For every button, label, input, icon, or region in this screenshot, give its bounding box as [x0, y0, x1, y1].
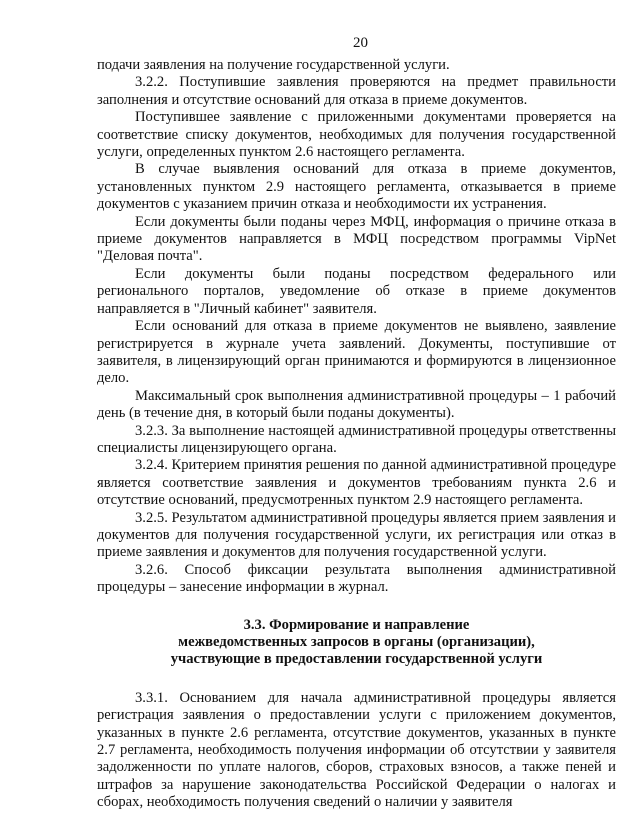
paragraph-mfc-refusal: Если документы были поданы через МФЦ, информация о причине отказа в приеме документов направляется в МФЦ посредством программы VipNet "Деловая почта".: [97, 213, 616, 265]
section-heading-line: участвующие в предоставлении государственной услуги: [170, 651, 543, 668]
paragraph-registration: Если оснований для отказа в приеме документов не выявлено, заявление регистрируется в журнале учета заявлений. Документы, поступившие от заявителя, в лицензирующий орган принимаются и формируются в лицензионное дело.: [97, 318, 616, 387]
section-heading-3-3: [97, 617, 616, 669]
paragraph-3-2-3: 3.2.3. За выполнение настоящей административной процедуры ответственны специалисты лицензирующего органа.: [97, 422, 616, 456]
paragraph-3-2-6: 3.2.6. Способ фиксации результата выполнения административной процедуры – занесение информации в журнал.: [97, 561, 616, 596]
paragraph-refusal-grounds: В случае выявления оснований для отказа в приеме документов, установленных пунктом 2.9 настоящего регламента, отказывается в приеме документов с указанием причин отказа и необходимости их устранения.: [97, 161, 616, 213]
page-number: 20: [353, 35, 368, 51]
paragraph-3-2-5: 3.2.5. Результатом административной процедуры является прием заявления и документов для получения государственной услуги, их регистрация или отказ в приеме заявления и документов для получения государственной услуги.: [97, 509, 616, 561]
section-heading-line: 3.3. Формирование и направление: [243, 616, 470, 633]
section-heading-line: межведомственных запросов в органы (организации),: [178, 634, 535, 650]
paragraph-3-3-1: 3.3.1. Основанием для начала административной процедуры является регистрация заявления о предоставлении услуги с приложением документов, указанных в пункте 2.6 регламента, отсутствие документов, указанных в пункте 2.7 регламента, необходимость получения информации об отсутствии у заявителя задолженности по уплате налогов, сборов, страховых взносов, а также пеней и штрафов за нарушение законодательства Российской Федерации о налогах и сборах, необходимость получения сведений о наличии у заявителя: [97, 689, 616, 811]
paragraph-portal-refusal: Если документы были поданы посредством федерального или регионального порталов, уведомление об отказе в приеме документов направляется в "Личный кабинет" заявителя.: [97, 265, 616, 317]
paragraph-continuation: подачи заявления на получение государственной услуги.: [97, 57, 450, 73]
body-after-heading: [97, 690, 616, 812]
paragraph-3-2-2: 3.2.2. Поступившие заявления проверяются на предмет правильности заполнения и отсутствие оснований для отказа в приеме документов.: [97, 74, 616, 108]
paragraph-3-2-4: 3.2.4. Критерием принятия решения по данной административной процедуре является соответствие заявления и документов требованиям пункта 2.6 и отсутствие оснований, предусмотренных пунктом 2.9 настоящего регламента.: [97, 457, 616, 509]
body-before-heading: [97, 57, 616, 597]
paragraph-document-check: Поступившее заявление с приложенными документами проверяется на соответствие списку документов, необходимых для получения государственной услуги, определенных пунктом 2.6 настоящего регламента.: [97, 109, 616, 161]
paragraph-max-term: Максимальный срок выполнения административной процедуры – 1 рабочий день (в течение дня, в который были поданы документы).: [97, 387, 616, 422]
